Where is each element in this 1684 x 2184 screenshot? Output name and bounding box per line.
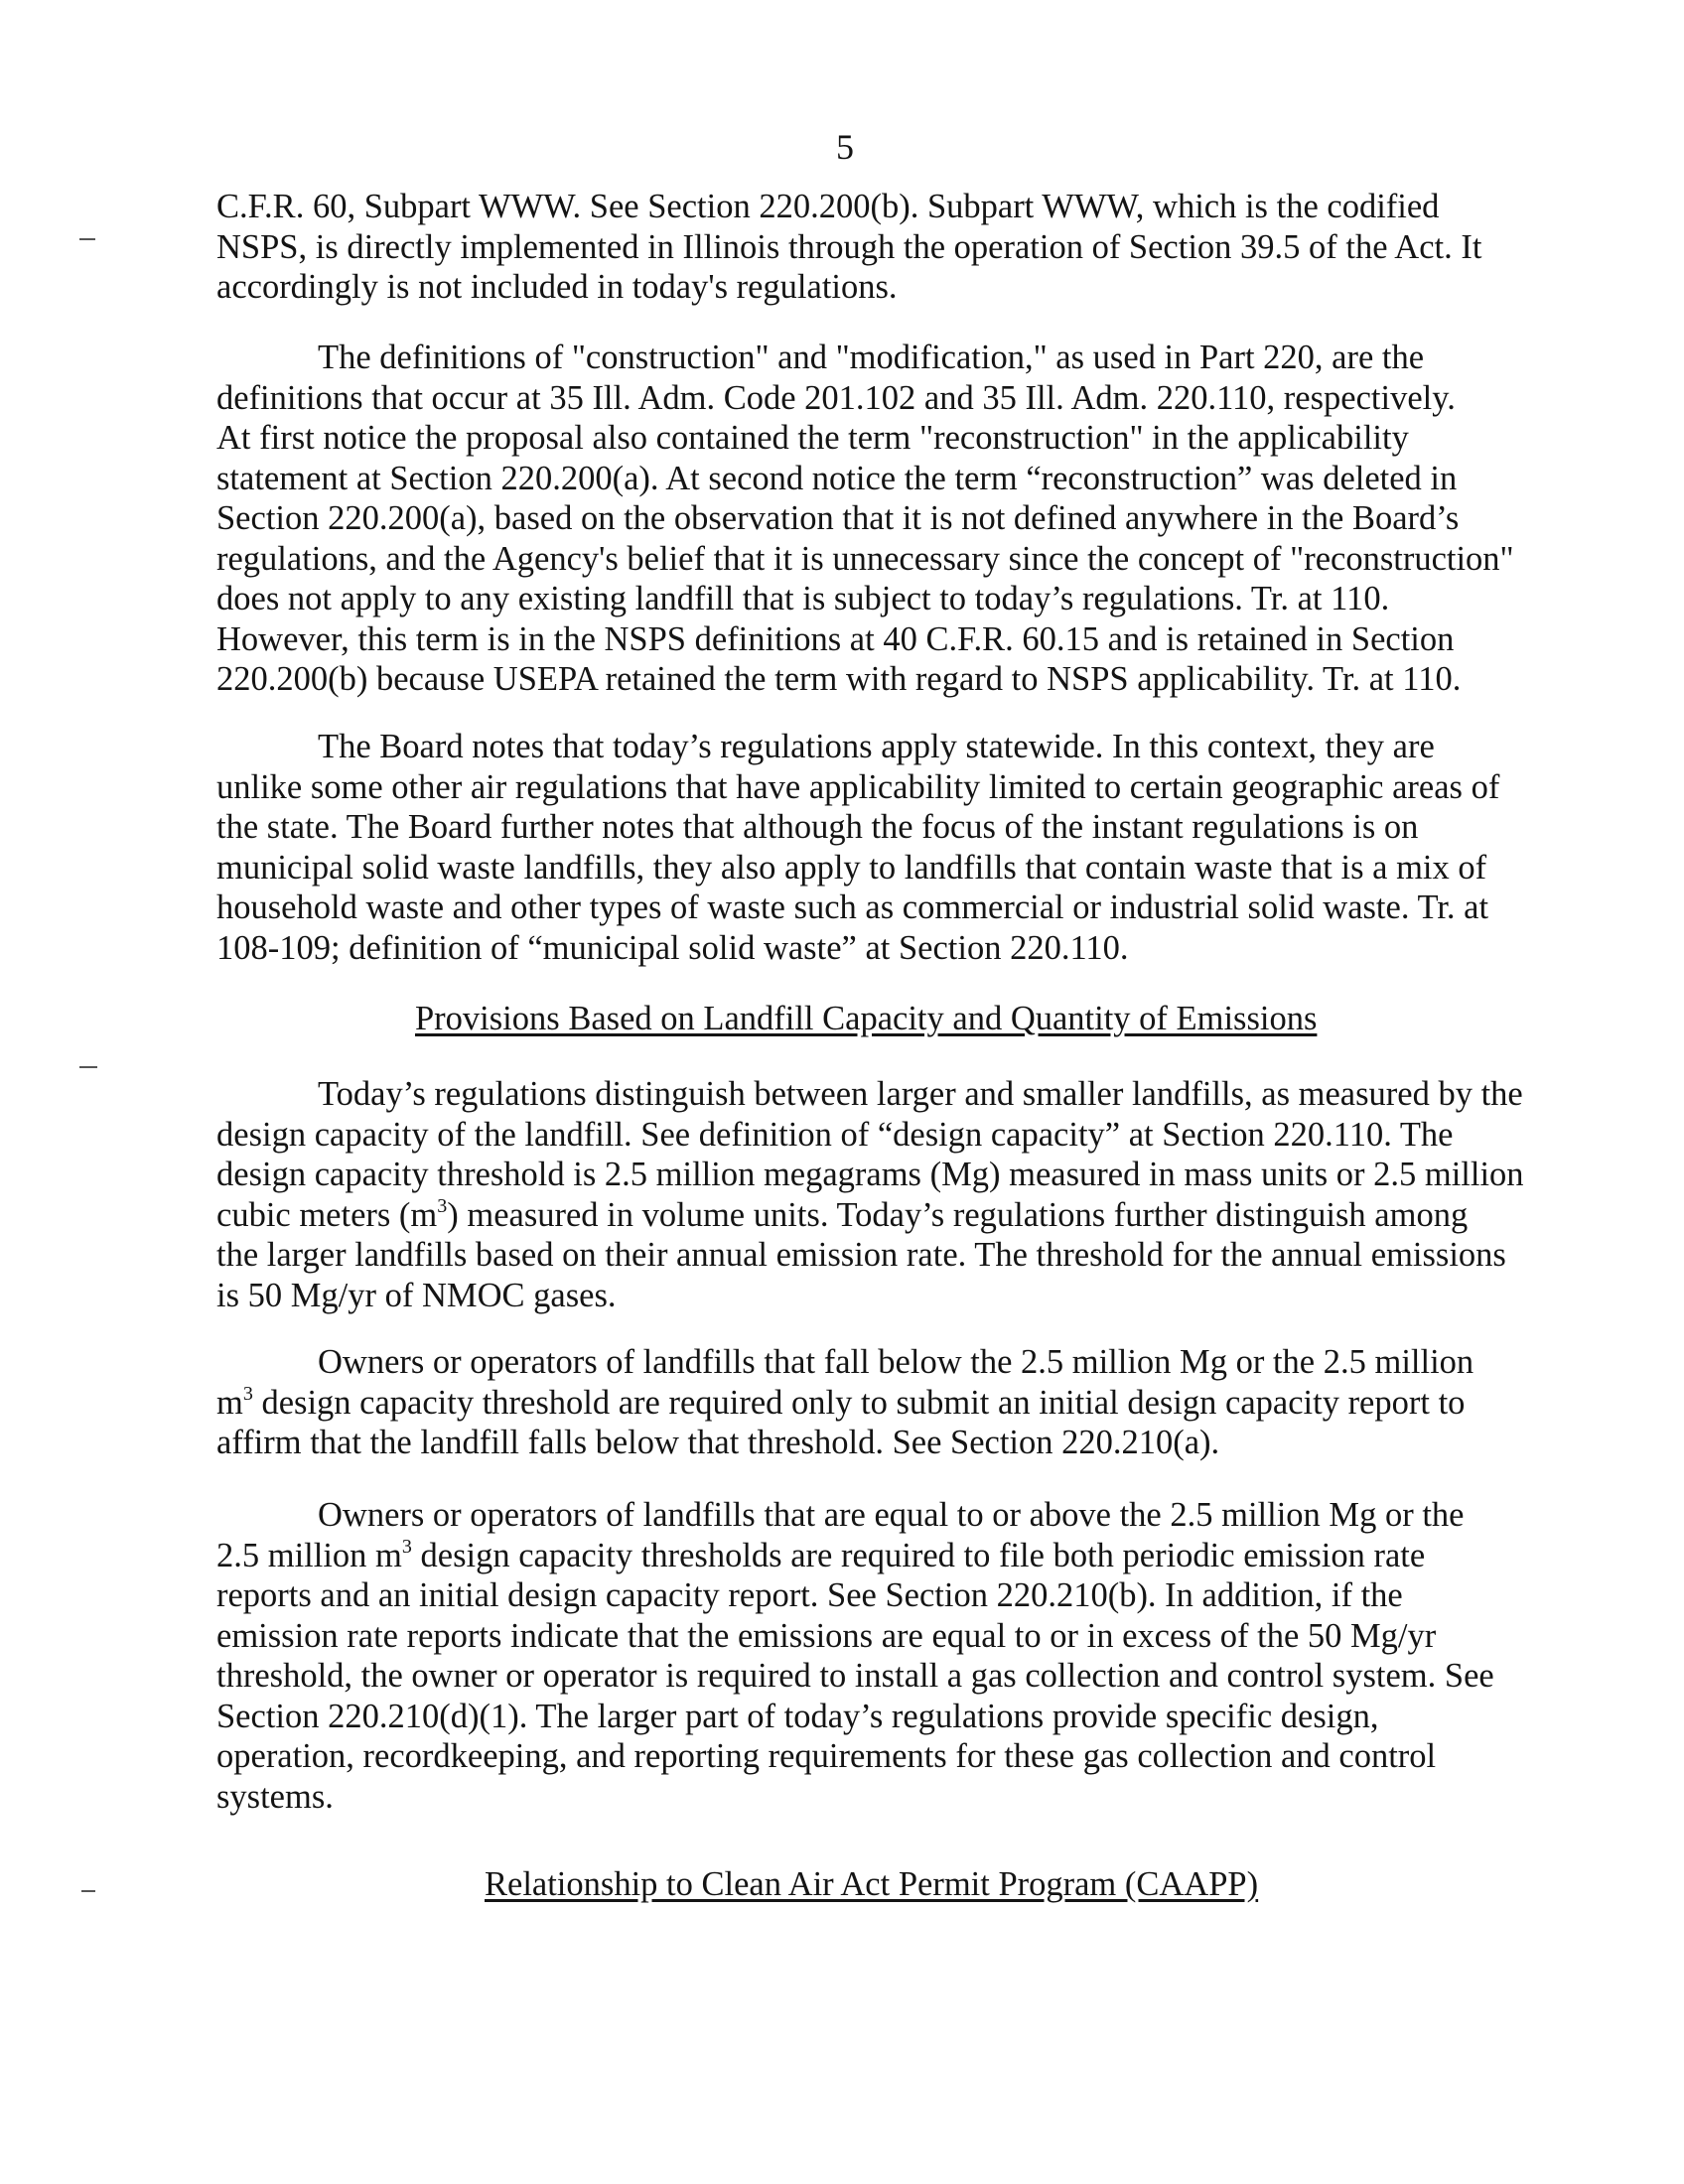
text-line: does not apply to any existing landfill that is subject to today’s regulations. Tr. at 110. (216, 580, 1390, 617)
page-number: 5 (836, 127, 854, 167)
text-line: design capacity threshold is 2.5 million megagrams (Mg) measured in mass units or 2.5 million (216, 1156, 1524, 1193)
text-line: Section 220.200(a), based on the observation that it is not defined anywhere in the Board’s (216, 499, 1460, 537)
text-line: NSPS, is directly implemented in Illinois through the operation of Section 39.5 of the Act. It (216, 227, 1482, 266)
section-heading: Relationship to Clean Air Act Permit Program (CAAPP) (485, 1865, 1259, 1903)
text-line: affirm that the landfill falls below that threshold. See Section 220.210(a). (216, 1424, 1220, 1461)
text-line (216, 1536, 1507, 1576)
margin-mark (81, 1890, 95, 1892)
text-line: 108-109; definition of “municipal solid waste” at Section 220.110. (216, 928, 1129, 967)
text-line (216, 1383, 1507, 1424)
text-line: the larger landfills based on their annual emission rate. The threshold for the annual emissions (216, 1236, 1506, 1274)
text-line: systems. (216, 1777, 334, 1816)
text-line: emission rate reports indicate that the emissions are equal to or in excess of the 50 Mg/yr (216, 1616, 1437, 1655)
text-line: the state. The Board further notes that although the focus of the instant regulations is on (216, 808, 1419, 846)
text-line: threshold, the owner or operator is required to install a gas collection and control system. See (216, 1657, 1494, 1695)
text-segment: design capacity thresholds are required to file both periodic emission rate (411, 1536, 1426, 1574)
paragraph-2 (216, 338, 1514, 700)
text-line: Today’s regulations distinguish between larger and smaller landfills, as measured by the (318, 1075, 1523, 1113)
text-segment: cubic meters (m (216, 1195, 438, 1234)
margin-mark (79, 238, 95, 240)
text-line: household waste and other types of waste such as commercial or industrial solid waste. Tr. at (216, 888, 1489, 926)
text-line: C.F.R. 60, Subpart WWW. See Section 220.200(b). Subpart WWW, which is the codified (216, 188, 1440, 225)
text-segment: ) measured in volume units. Today’s regulations further distinguish among (447, 1195, 1469, 1234)
text-line: At first notice the proposal also contained the term "reconstruction" in the applicability (216, 419, 1409, 457)
text-segment: 2.5 million m (216, 1536, 402, 1574)
margin-mark (79, 1066, 97, 1068)
paragraph-3 (216, 727, 1507, 968)
text-line: operation, recordkeeping, and reporting requirements for these gas collection and control (216, 1737, 1437, 1775)
text-line: Section 220.210(d)(1). The larger part of today’s regulations provide specific design, (216, 1697, 1379, 1735)
text-line: municipal solid waste landfills, they also apply to landfills that contain waste that is a mix of (216, 848, 1487, 887)
superscript: 3 (437, 1194, 448, 1217)
paragraph-6 (216, 1495, 1507, 1817)
text-line: regulations, and the Agency's belief that it is unnecessary since the concept of "reconstruction" (216, 539, 1514, 578)
text-segment: m (216, 1383, 243, 1422)
section-heading: Provisions Based on Landfill Capacity and Quantity of Emissions (415, 1000, 1318, 1037)
text-line: accordingly is not included in today's regulations. (216, 268, 898, 306)
text-line: The definitions of "construction" and "modification," as used in Part 220, are the (318, 339, 1425, 376)
paragraph-5 (216, 1342, 1507, 1463)
paragraph-1 (216, 187, 1507, 308)
paragraph-4 (216, 1074, 1524, 1315)
text-line: unlike some other air regulations that have applicability limited to certain geographic areas of (216, 767, 1500, 806)
text-line: Owners or operators of landfills that are equal to or above the 2.5 million Mg or the (318, 1496, 1465, 1534)
text-line: reports and an initial design capacity report. See Section 220.210(b). In addition, if the (216, 1576, 1403, 1614)
text-line: statement at Section 220.200(a). At second notice the term “reconstruction” was deleted in (216, 459, 1458, 497)
text-line: is 50 Mg/yr of NMOC gases. (216, 1276, 617, 1314)
superscript: 3 (242, 1382, 253, 1405)
text-line: The Board notes that today’s regulations apply statewide. In this context, they are (318, 728, 1435, 765)
text-line (216, 1195, 1507, 1236)
superscript: 3 (401, 1535, 412, 1558)
text-line: design capacity of the landfill. See definition of “design capacity” at Section 220.110. The (216, 1115, 1454, 1154)
text-segment: design capacity threshold are required only to submit an initial design capacity report to (252, 1383, 1466, 1422)
text-line: Owners or operators of landfills that fall below the 2.5 million Mg or the 2.5 million (318, 1343, 1474, 1381)
text-line: definitions that occur at 35 Ill. Adm. Code 201.102 and 35 Ill. Adm. 220.110, respectively. (216, 378, 1456, 417)
text-line: However, this term is in the NSPS definitions at 40 C.F.R. 60.15 and is retained in Section (216, 619, 1455, 658)
text-line: 220.200(b) because USEPA retained the term with regard to NSPS applicability. Tr. at 110. (216, 660, 1462, 698)
